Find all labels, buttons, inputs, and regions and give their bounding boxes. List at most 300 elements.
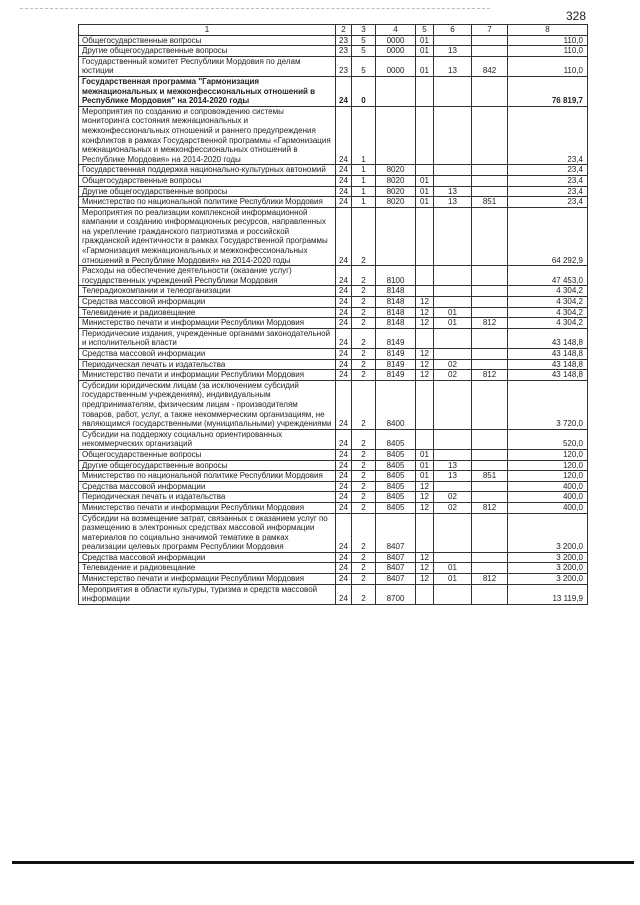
code-cell (472, 349, 508, 360)
code-cell (434, 481, 472, 492)
code-cell: 2 (352, 429, 376, 449)
row-name-cell: Периодическая печать и издательства (79, 359, 336, 370)
code-cell: 812 (472, 370, 508, 381)
code-cell: 8400 (376, 380, 416, 429)
code-cell: 5 (352, 46, 376, 57)
code-cell: 01 (416, 186, 434, 197)
budget-table (78, 24, 588, 605)
amount-cell: 23,4 (508, 106, 588, 165)
code-cell: 8405 (376, 502, 416, 513)
row-name-cell: Общегосударственные вопросы (79, 35, 336, 46)
code-cell: 24 (336, 197, 352, 208)
code-cell: 8020 (376, 197, 416, 208)
row-name-cell: Другие общегосударственные вопросы (79, 186, 336, 197)
code-cell (472, 481, 508, 492)
code-cell (416, 266, 434, 286)
code-cell: 13 (434, 186, 472, 197)
code-cell: 23 (336, 56, 352, 76)
table-row (79, 35, 588, 46)
amount-cell: 110,0 (508, 35, 588, 46)
row-name-cell: Средства массовой информации (79, 297, 336, 308)
row-name-cell: Министерство печати и информации Республики Мордовия (79, 318, 336, 329)
code-cell: 8100 (376, 266, 416, 286)
amount-cell: 76 819,7 (508, 76, 588, 106)
code-cell (416, 165, 434, 176)
code-cell (434, 286, 472, 297)
code-cell: 8020 (376, 186, 416, 197)
code-cell: 12 (416, 359, 434, 370)
code-cell: 2 (352, 552, 376, 563)
code-cell: 1 (352, 106, 376, 165)
amount-cell: 400,0 (508, 481, 588, 492)
code-cell: 24 (336, 349, 352, 360)
code-cell: 24 (336, 307, 352, 318)
amount-cell: 4 304,2 (508, 286, 588, 297)
code-cell: 8148 (376, 286, 416, 297)
code-cell: 24 (336, 370, 352, 381)
row-name-cell: Телевидение и радиовещание (79, 563, 336, 574)
code-cell (434, 584, 472, 604)
row-name-cell: Другие общегосударственные вопросы (79, 46, 336, 57)
code-cell (472, 328, 508, 348)
code-cell: 2 (352, 492, 376, 503)
code-cell: 24 (336, 574, 352, 585)
code-cell: 24 (336, 286, 352, 297)
amount-cell: 43 148,8 (508, 359, 588, 370)
code-cell: 01 (416, 46, 434, 57)
code-cell: 8407 (376, 513, 416, 552)
table-row (79, 175, 588, 186)
row-name-cell: Министерство по национальной политике Республики Мордовия (79, 197, 336, 208)
code-cell: 23 (336, 35, 352, 46)
code-cell (434, 328, 472, 348)
amount-cell: 110,0 (508, 46, 588, 57)
table-row (79, 266, 588, 286)
code-cell: 24 (336, 318, 352, 329)
code-cell (472, 460, 508, 471)
code-cell (472, 76, 508, 106)
page-number: 328 (566, 9, 587, 23)
code-cell: 1 (352, 165, 376, 176)
header-cell: 4 (376, 25, 416, 36)
code-cell: 12 (416, 552, 434, 563)
code-cell: 2 (352, 286, 376, 297)
code-cell: 24 (336, 552, 352, 563)
row-name-cell: Министерство печати и информации Республики Мордовия (79, 370, 336, 381)
amount-cell: 120,0 (508, 449, 588, 460)
table-row (79, 307, 588, 318)
code-cell: 01 (416, 175, 434, 186)
code-cell: 2 (352, 307, 376, 318)
code-cell: 2 (352, 584, 376, 604)
code-cell: 8148 (376, 307, 416, 318)
table-row (79, 197, 588, 208)
header-cell: 8 (508, 25, 588, 36)
code-cell: 24 (336, 359, 352, 370)
code-cell: 2 (352, 318, 376, 329)
amount-cell: 400,0 (508, 492, 588, 503)
code-cell (434, 76, 472, 106)
code-cell (416, 584, 434, 604)
header-row (79, 25, 588, 36)
amount-cell: 23,4 (508, 186, 588, 197)
code-cell (416, 513, 434, 552)
code-cell: 24 (336, 513, 352, 552)
table-row (79, 492, 588, 503)
amount-cell: 120,0 (508, 460, 588, 471)
table-row (79, 460, 588, 471)
row-name-cell: Расходы на обеспечение деятельности (оказание услуг) государственных учреждений Республики Мордовия (79, 266, 336, 286)
code-cell: 0000 (376, 56, 416, 76)
code-cell (472, 563, 508, 574)
code-cell: 12 (416, 563, 434, 574)
row-name-cell: Субсидии на возмещение затрат, связанных с оказанием услуг по размещению в электронных средствах массовой информации материалов по социально значимой тематике в рамках реализации целевых программ Республики Мордовия (79, 513, 336, 552)
code-cell: 8700 (376, 584, 416, 604)
amount-cell: 13 119,9 (508, 584, 588, 604)
amount-cell: 23,4 (508, 197, 588, 208)
code-cell: 812 (472, 318, 508, 329)
code-cell: 01 (416, 197, 434, 208)
code-cell: 842 (472, 56, 508, 76)
row-name-cell: Мероприятия в области культуры, туризма и средств массовой информации (79, 584, 336, 604)
code-cell: 24 (336, 584, 352, 604)
row-name-cell: Средства массовой информации (79, 349, 336, 360)
amount-cell: 23,4 (508, 175, 588, 186)
code-cell (472, 359, 508, 370)
code-cell (434, 165, 472, 176)
amount-cell: 520,0 (508, 429, 588, 449)
code-cell: 1 (352, 186, 376, 197)
code-cell: 01 (416, 449, 434, 460)
row-name-cell: Субсидии на поддержку социально ориентированных некоммерческих организаций (79, 429, 336, 449)
row-name-cell: Периодические издания, учрежденные органами законодательной и исполнительной власти (79, 328, 336, 348)
code-cell: 8149 (376, 349, 416, 360)
code-cell: 8405 (376, 460, 416, 471)
code-cell: 12 (416, 318, 434, 329)
amount-cell: 23,4 (508, 165, 588, 176)
table-row (79, 207, 588, 266)
code-cell: 851 (472, 197, 508, 208)
table-row (79, 106, 588, 165)
code-cell: 24 (336, 502, 352, 513)
table-row (79, 76, 588, 106)
amount-cell: 43 148,8 (508, 349, 588, 360)
code-cell (472, 584, 508, 604)
amount-cell: 3 200,0 (508, 552, 588, 563)
code-cell (472, 492, 508, 503)
code-cell (416, 286, 434, 297)
code-cell: 0000 (376, 46, 416, 57)
code-cell (472, 380, 508, 429)
code-cell (472, 186, 508, 197)
code-cell: 12 (416, 349, 434, 360)
row-name-cell: Общегосударственные вопросы (79, 449, 336, 460)
code-cell: 0 (352, 76, 376, 106)
code-cell: 01 (416, 56, 434, 76)
code-cell: 24 (336, 471, 352, 482)
code-cell: 2 (352, 266, 376, 286)
code-cell (472, 513, 508, 552)
code-cell (416, 76, 434, 106)
code-cell (472, 307, 508, 318)
code-cell (472, 449, 508, 460)
amount-cell: 110,0 (508, 56, 588, 76)
code-cell: 8405 (376, 449, 416, 460)
code-cell: 2 (352, 207, 376, 266)
row-name-cell: Государственный комитет Республики Мордовия по делам юстиции (79, 56, 336, 76)
code-cell (434, 35, 472, 46)
code-cell (416, 380, 434, 429)
code-cell: 2 (352, 370, 376, 381)
code-cell: 8407 (376, 574, 416, 585)
code-cell: 2 (352, 563, 376, 574)
header-cell: 6 (434, 25, 472, 36)
code-cell: 01 (416, 460, 434, 471)
code-cell: 13 (434, 460, 472, 471)
table-row (79, 297, 588, 308)
table-row (79, 584, 588, 604)
amount-cell: 120,0 (508, 471, 588, 482)
code-cell (434, 175, 472, 186)
code-cell (472, 297, 508, 308)
code-cell: 01 (416, 471, 434, 482)
row-name-cell: Мероприятия по реализации комплексной информационной кампании и созданию информационных ресурсов, направленных на укрепление гражданского патриотизма и российской гражданской идентичности в рамках Государственной программы «Гармонизация межнациональных и межконфессиональных отношений в Республике Мордовия» на 2014-2020 годы (79, 207, 336, 266)
code-cell: 12 (416, 492, 434, 503)
code-cell: 13 (434, 56, 472, 76)
code-cell: 24 (336, 76, 352, 106)
row-name-cell: Министерство по национальной политике Республики Мордовия (79, 471, 336, 482)
code-cell: 2 (352, 380, 376, 429)
amount-cell: 43 148,8 (508, 370, 588, 381)
code-cell: 2 (352, 460, 376, 471)
code-cell (376, 207, 416, 266)
code-cell: 13 (434, 46, 472, 57)
amount-cell: 4 304,2 (508, 307, 588, 318)
code-cell (434, 449, 472, 460)
code-cell: 8148 (376, 318, 416, 329)
amount-cell: 3 200,0 (508, 574, 588, 585)
code-cell: 24 (336, 297, 352, 308)
code-cell (434, 349, 472, 360)
header-cell: 7 (472, 25, 508, 36)
code-cell (416, 207, 434, 266)
code-cell: 01 (416, 35, 434, 46)
table-row (79, 574, 588, 585)
table-row (79, 552, 588, 563)
table-body (79, 35, 588, 604)
row-name-cell: Периодическая печать и издательства (79, 492, 336, 503)
code-cell (472, 46, 508, 57)
table-row (79, 328, 588, 348)
table-row (79, 165, 588, 176)
row-name-cell: Общегосударственные вопросы (79, 175, 336, 186)
amount-cell: 3 200,0 (508, 513, 588, 552)
code-cell: 12 (416, 307, 434, 318)
code-cell (416, 106, 434, 165)
code-cell: 2 (352, 502, 376, 513)
code-cell: 2 (352, 449, 376, 460)
row-name-cell: Средства массовой информации (79, 481, 336, 492)
code-cell: 0000 (376, 35, 416, 46)
code-cell: 8407 (376, 563, 416, 574)
code-cell (472, 266, 508, 286)
table-row (79, 481, 588, 492)
code-cell: 24 (336, 449, 352, 460)
code-cell (376, 76, 416, 106)
code-cell: 24 (336, 207, 352, 266)
row-name-cell: Государственная программа "Гармонизация межнациональных и межконфессиональных отношений в Республике Мордовия" на 2014-2020 годы (79, 76, 336, 106)
code-cell: 02 (434, 359, 472, 370)
table-row (79, 513, 588, 552)
code-cell: 24 (336, 492, 352, 503)
amount-cell: 3 200,0 (508, 563, 588, 574)
code-cell: 24 (336, 175, 352, 186)
code-cell: 12 (416, 481, 434, 492)
code-cell: 8407 (376, 552, 416, 563)
code-cell: 24 (336, 106, 352, 165)
code-cell: 01 (434, 307, 472, 318)
table-row (79, 370, 588, 381)
code-cell: 12 (416, 574, 434, 585)
table-row (79, 359, 588, 370)
code-cell: 8149 (376, 328, 416, 348)
code-cell (434, 207, 472, 266)
code-cell: 24 (336, 266, 352, 286)
code-cell (472, 207, 508, 266)
code-cell (434, 106, 472, 165)
bottom-rule (12, 861, 634, 864)
row-name-cell: Субсидии юридическим лицам (за исключением субсидий государственным учреждениям), индивидуальным предпринимателям, физическим лицам - производителям товаров, работ, услуг, а также некоммерческим организациям, не являющимся государственными (муниципальными) учреждениями (79, 380, 336, 429)
table-row (79, 186, 588, 197)
code-cell: 8149 (376, 359, 416, 370)
code-cell (434, 297, 472, 308)
code-cell: 851 (472, 471, 508, 482)
code-cell: 23 (336, 46, 352, 57)
top-rule (20, 8, 490, 9)
code-cell: 12 (416, 502, 434, 513)
header-cell: 3 (352, 25, 376, 36)
header-cell: 5 (416, 25, 434, 36)
code-cell: 02 (434, 492, 472, 503)
code-cell: 02 (434, 370, 472, 381)
row-name-cell: Другие общегосударственные вопросы (79, 460, 336, 471)
row-name-cell: Телерадиокомпании и телеорганизации (79, 286, 336, 297)
code-cell (434, 266, 472, 286)
code-cell: 24 (336, 165, 352, 176)
code-cell: 2 (352, 481, 376, 492)
code-cell: 02 (434, 502, 472, 513)
code-cell: 2 (352, 328, 376, 348)
amount-cell: 43 148,8 (508, 328, 588, 348)
code-cell: 2 (352, 513, 376, 552)
code-cell: 8020 (376, 165, 416, 176)
code-cell: 24 (336, 328, 352, 348)
row-name-cell: Государственная поддержка национально-культурных автономий (79, 165, 336, 176)
code-cell: 12 (416, 370, 434, 381)
code-cell (434, 380, 472, 429)
table-row (79, 449, 588, 460)
code-cell (376, 106, 416, 165)
code-cell: 01 (434, 574, 472, 585)
code-cell: 24 (336, 481, 352, 492)
table-row (79, 56, 588, 76)
code-cell: 24 (336, 563, 352, 574)
code-cell (472, 286, 508, 297)
code-cell (416, 328, 434, 348)
code-cell: 24 (336, 460, 352, 471)
code-cell: 8405 (376, 492, 416, 503)
row-name-cell: Средства массовой информации (79, 552, 336, 563)
amount-cell: 400,0 (508, 502, 588, 513)
code-cell: 01 (434, 318, 472, 329)
code-cell (434, 552, 472, 563)
amount-cell: 64 292,9 (508, 207, 588, 266)
table-row (79, 502, 588, 513)
code-cell: 01 (434, 563, 472, 574)
table-row (79, 318, 588, 329)
code-cell: 5 (352, 56, 376, 76)
code-cell: 8405 (376, 481, 416, 492)
code-cell: 812 (472, 574, 508, 585)
table-row (79, 286, 588, 297)
code-cell (472, 552, 508, 563)
amount-cell: 4 304,2 (508, 318, 588, 329)
code-cell: 8149 (376, 370, 416, 381)
code-cell: 5 (352, 35, 376, 46)
code-cell (472, 165, 508, 176)
table-row (79, 46, 588, 57)
code-cell: 1 (352, 175, 376, 186)
code-cell: 1 (352, 197, 376, 208)
code-cell: 13 (434, 197, 472, 208)
code-cell (472, 106, 508, 165)
code-cell: 8020 (376, 175, 416, 186)
table-row (79, 471, 588, 482)
row-name-cell: Министерство печати и информации Республики Мордовия (79, 574, 336, 585)
code-cell (472, 429, 508, 449)
amount-cell: 47 453,0 (508, 266, 588, 286)
code-cell: 12 (416, 297, 434, 308)
code-cell: 24 (336, 429, 352, 449)
amount-cell: 3 720,0 (508, 380, 588, 429)
code-cell: 2 (352, 349, 376, 360)
header-cell: 2 (336, 25, 352, 36)
amount-cell: 4 304,2 (508, 297, 588, 308)
code-cell: 2 (352, 574, 376, 585)
row-name-cell: Телевидение и радиовещание (79, 307, 336, 318)
code-cell: 8405 (376, 429, 416, 449)
header-cell: 1 (79, 25, 336, 36)
table-row (79, 349, 588, 360)
code-cell: 24 (336, 186, 352, 197)
table-row (79, 563, 588, 574)
code-cell: 13 (434, 471, 472, 482)
code-cell: 2 (352, 359, 376, 370)
code-cell: 24 (336, 380, 352, 429)
code-cell: 2 (352, 471, 376, 482)
code-cell: 2 (352, 297, 376, 308)
code-cell (472, 35, 508, 46)
row-name-cell: Министерство печати и информации Республики Мордовия (79, 502, 336, 513)
row-name-cell: Мероприятия по созданию и сопровождению системы мониторинга состояния межнациональных и межконфессиональных отношений и раннего предупреждения конфликтов в рамках Государственной программы «Гармонизация межнациональных и межконфессиональных отношений в Республике Мордовия» на 2014-2020 годы (79, 106, 336, 165)
code-cell: 8405 (376, 471, 416, 482)
code-cell (434, 513, 472, 552)
table-row (79, 429, 588, 449)
code-cell (416, 429, 434, 449)
table-row (79, 380, 588, 429)
code-cell: 8148 (376, 297, 416, 308)
code-cell (472, 175, 508, 186)
